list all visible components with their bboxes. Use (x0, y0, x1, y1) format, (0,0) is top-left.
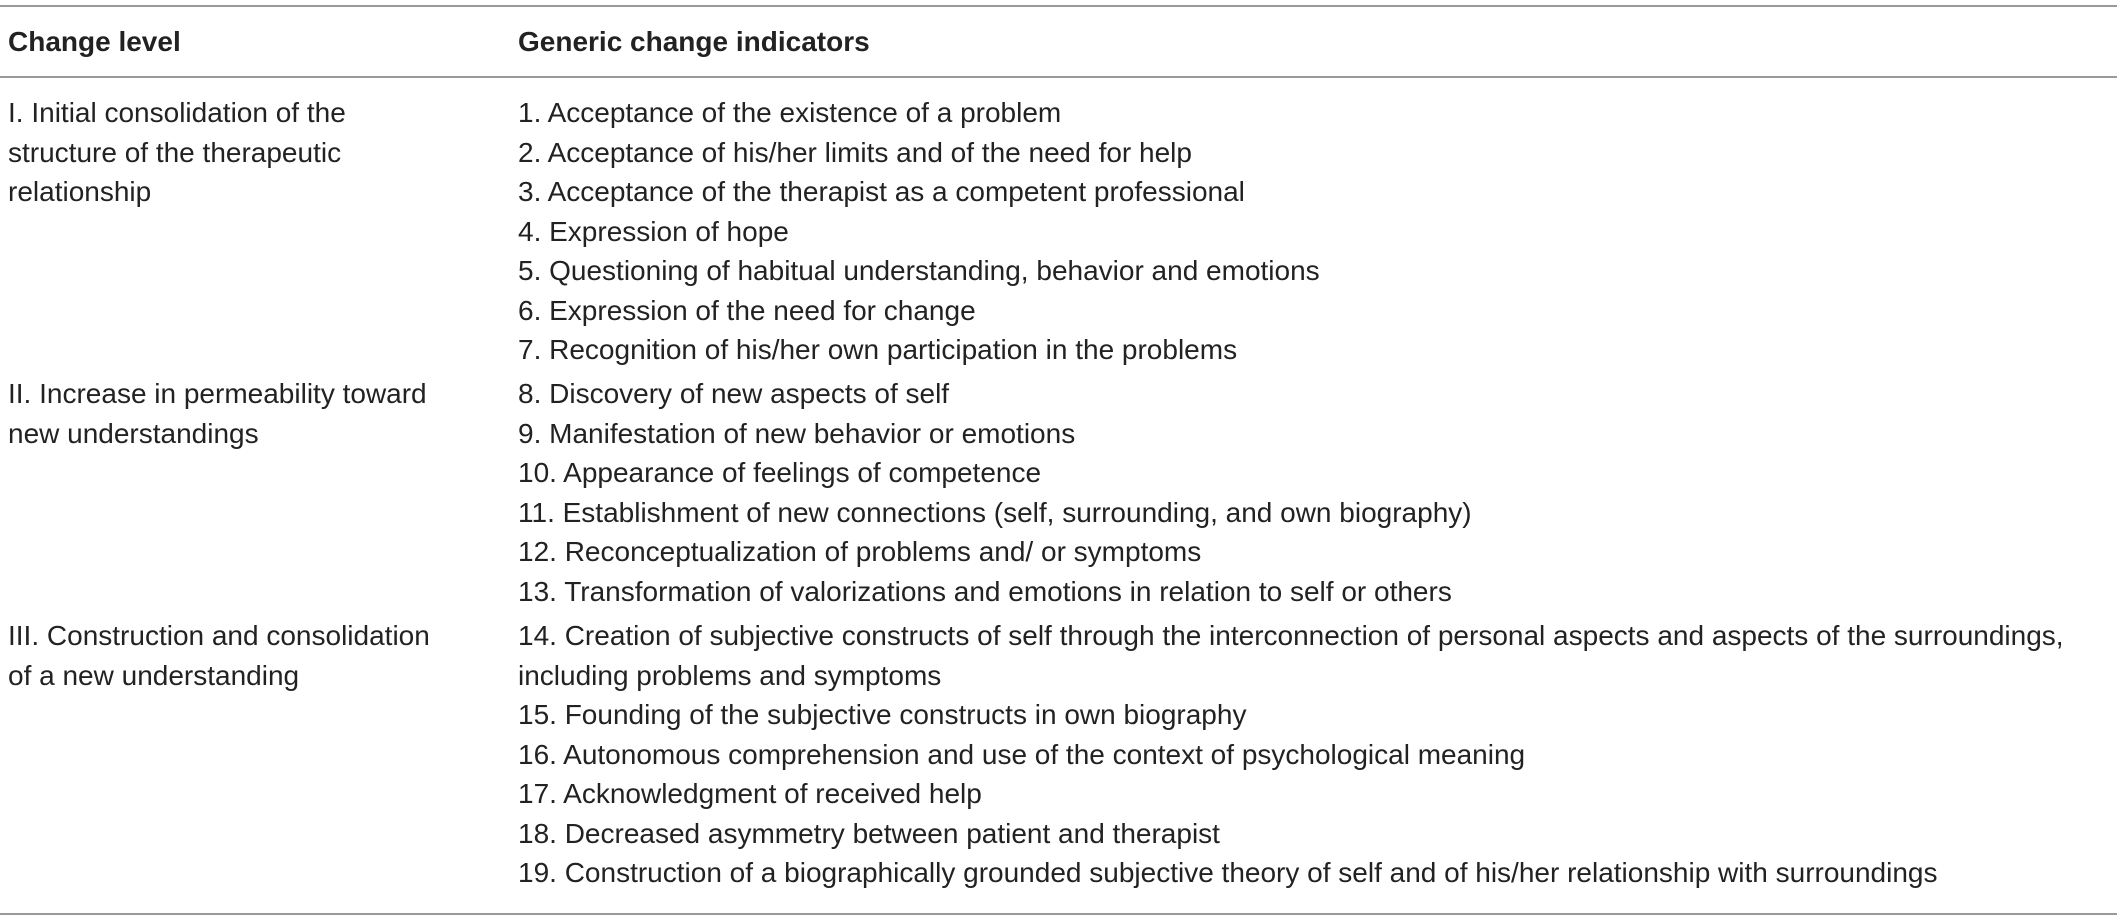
indicator-item: 14. Creation of subjective constructs of self through the interconnection of personal aspects and aspects of the surroundings, including problems and symptoms (518, 620, 2064, 691)
table-header-rule (0, 76, 2117, 78)
indicator-item: 5. Questioning of habitual understanding, behavior and emotions (518, 255, 1320, 286)
change-level-2 (8, 374, 478, 453)
table-bottom-rule (0, 913, 2117, 915)
indicator-list-level-2 (518, 374, 2113, 611)
change-level-3 (8, 616, 478, 695)
indicator-item: 6. Expression of the need for change (518, 294, 976, 326)
indicator-item: 4. Expression of hope (518, 215, 789, 247)
indicator-item: 18. Decreased asymmetry between patient and therapist (518, 817, 1220, 849)
indicator-item: 16. Autonomous comprehension and use of the context of psychological meaning (518, 738, 1526, 770)
header-generic-change-indicators: Generic change indicators (518, 26, 870, 57)
indicator-item: 19. Construction of a biographically grounded subjective theory of self and of his/her relationship with surroundings (518, 857, 1938, 888)
indicator-item: 2. Acceptance of his/her limits and of the need for help (518, 136, 1192, 168)
indicator-item: 8. Discovery of new aspects of self (518, 378, 950, 409)
table-top-rule (0, 5, 2117, 7)
header-change-level: Change level (8, 26, 181, 57)
change-level-1-line: I. Initial consolidation of the (8, 97, 346, 128)
indicator-item: 10. Appearance of feelings of competence (518, 457, 1042, 488)
indicator-list-level-3 (518, 616, 2113, 893)
indicator-item: 17. Acknowledgment of received help (518, 778, 982, 809)
change-level-1 (8, 93, 478, 212)
change-level-3-line: III. Construction and consolidation (8, 620, 430, 651)
change-level-1-line: structure of the therapeutic (8, 136, 342, 168)
indicator-list-level-1 (518, 93, 2113, 370)
change-level-2-line: II. Increase in permeability toward (8, 378, 427, 409)
indicator-item: 13. Transformation of valorizations and emotions in relation to self or others (518, 575, 1452, 607)
indicator-item: 3. Acceptance of the therapist as a competent professional (518, 176, 1245, 207)
indicator-item: 15. Founding of the subjective constructs in own biography (518, 699, 1247, 730)
change-level-1-line: relationship (8, 176, 152, 207)
change-level-2-line: new understandings (8, 417, 259, 449)
indicator-item: 7. Recognition of his/her own participation in the problems (518, 334, 1238, 365)
indicator-item: 12. Reconceptualization of problems and/ or symptoms (518, 536, 1202, 567)
indicator-item: 1. Acceptance of the existence of a problem (518, 97, 1062, 128)
change-level-3-line: of a new understanding (8, 659, 300, 691)
indicator-item: 11. Establishment of new connections (self, surrounding, and own biography) (518, 496, 1472, 528)
indicator-item: 9. Manifestation of new behavior or emotions (518, 417, 1076, 449)
